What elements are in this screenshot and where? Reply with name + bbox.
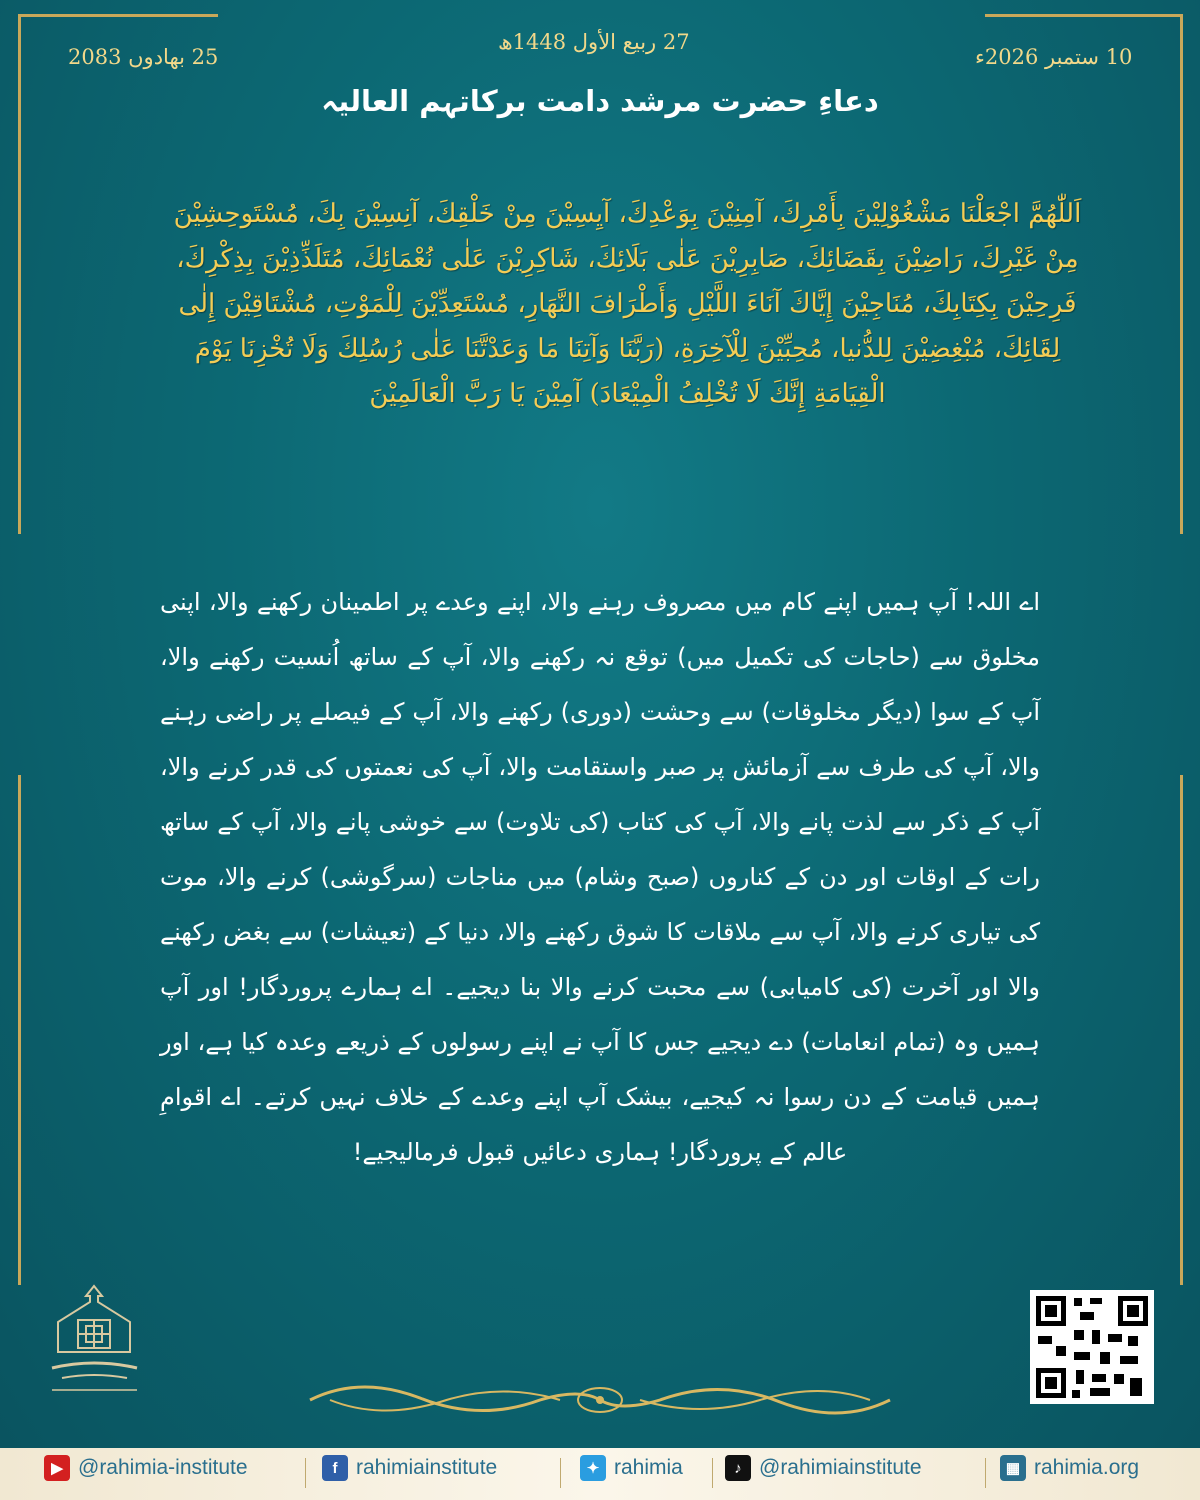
footer-divider (560, 1458, 561, 1488)
tiktok-link[interactable] (725, 1455, 922, 1481)
date-bikrami: 25 بھادوں 2083 (68, 45, 219, 69)
facebook-handle: rahimiainstitute (356, 1456, 498, 1479)
twitter-handle: rahimia (614, 1456, 683, 1479)
frame-top-right (985, 14, 1183, 17)
arabic-dua: اَللّٰهُمَّ اجْعَلْنَا مَشْغُوْلِيْنَ بِأَمْرِكَ، آمِنِيْنَ بِوَعْدِكَ، آيِسِيْنَ مِنْ خَلْقِكَ، آنِسِيْنَ بِكَ، مُسْتَوحِشِيْنَ مِنْ غَيْرِكَ، رَاضِيْنَ بِقَضَائِكَ، صَابِرِيْنَ عَلٰى بَلَائِكَ، شَاكِرِيْنَ عَلٰى نُعْمَائِكَ، مُتَلَذِّذِيْنَ بِذِكْرِكَ، فَرِحِيْنَ بِكِتَابِكَ، مُنَاجِيْنَ إِيَّاكَ آنَاءَ اللَّيْلِ وَأَطْرَافَ النَّهَارِ، مُسْتَعِدِّيْنَ لِلْمَوْتِ، مُشْتَاقِيْنَ إِلٰى لِقَائِكَ، مُبْغِضِيْنَ لِلدُّنيا، مُحِبِّيْنَ لِلْآخِرَةِ، (رَبَّنَا وَآتِنَا مَا وَعَدْتَّنَا عَلٰى رُسُلِكَ وَلَا تُخْزِنَا يَوْمَ الْقِيَامَةِ إِنَّكَ لَا تُخْلِفُ الْمِيْعَادَ) آمِيْنَ يَا رَبَّ الْعَالَمِيْنَ (173, 199, 1082, 409)
facebook-icon: f (322, 1455, 348, 1481)
youtube-handle: @rahimia-institute (78, 1456, 248, 1479)
frame-left-bottom (18, 775, 21, 1285)
frame-top-left (18, 14, 218, 17)
footer-divider (712, 1458, 713, 1488)
page-title: دعاءِ حضرت مرشد دامت برکاتہم العالیہ (321, 84, 879, 118)
date-hijri: 27 ربیع الأول 1448ھ (498, 30, 690, 54)
ornament-flourish (300, 1370, 900, 1430)
website-url: rahimia.org (1034, 1456, 1140, 1479)
website-link[interactable] (1000, 1455, 1139, 1481)
youtube-link[interactable] (44, 1455, 248, 1481)
qr-icon: ▦ (1000, 1455, 1026, 1481)
twitter-icon: ✦ (580, 1455, 606, 1481)
rahimia-logo (42, 1282, 147, 1402)
facebook-link[interactable] (322, 1455, 497, 1481)
footer-divider (985, 1458, 986, 1488)
frame-right-bottom (1180, 775, 1183, 1285)
twitter-link[interactable] (580, 1455, 683, 1481)
date-gregorian: 10 ستمبر 2026ء (975, 45, 1133, 69)
tiktok-handle: @rahimiainstitute (759, 1456, 922, 1479)
footer-divider (305, 1458, 306, 1488)
qr-code[interactable] (1030, 1290, 1154, 1404)
urdu-translation: اے اللہ! آپ ہمیں اپنے کام میں مصروف رہنے والا، اپنے وعدے پر اطمینان رکھنے والا، اپنی مخلوق سے (حاجات کی تکمیل میں) توقع نہ رکھنے والا، آپ کے ساتھ اُنسیت رکھنے والا، آپ کے سوا (دیگر مخلوقات) سے وحشت (دوری) رکھنے والا، آپ کے فیصلے پر راضی رہنے والا، آپ کی طرف سے آزمائش پر صبر واستقامت والا، آپ کی نعمتوں کی قدر کرنے والا، آپ کے ذکر سے لذت پانے والا، آپ کی کتاب (کی تلاوت) سے خوشی پانے والا، آپ کے ساتھ رات کے اوقات اور دن کے کناروں (صبح وشام) میں مناجات (سرگوشی) کرنے والا، موت کی تیاری کرنے والا، آپ سے ملاقات کا شوق رکھنے والا، دنیا کے (تعیشات) سے بغض رکھنے والا اور آخرت (کی کامیابی) سے محبت کرنے والا بنا دیجیے۔ اے ہمارے پروردگار! اور آپ ہمیں وہ (تمام انعامات) دے دیجیے جس کا آپ نے اپنے رسولوں کے ذریعے وعدہ کیا ہے، اور ہمیں قیامت کے دن رسوا نہ کیجیے، بیشک آپ اپنے وعدے کے خلاف نہیں کرتے۔ اے اقوامِ عالم کے پروردگار! ہماری دعائیں قبول فرمالیجیے! (160, 588, 1040, 1166)
tiktok-icon: ♪ (725, 1455, 751, 1481)
youtube-icon: ▶ (44, 1455, 70, 1481)
